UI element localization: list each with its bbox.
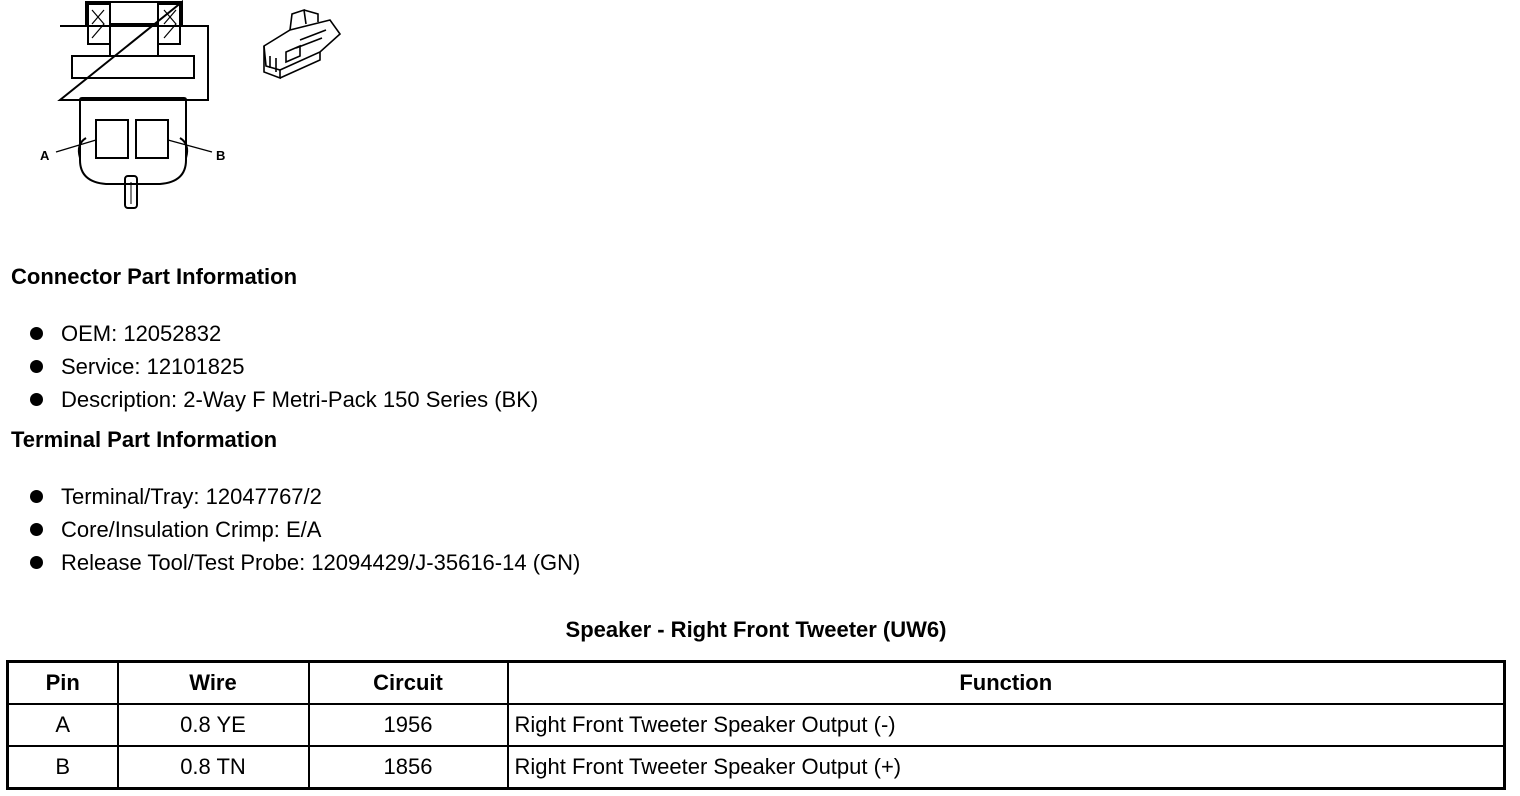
bullet-icon bbox=[30, 556, 43, 569]
function-cell: Right Front Tweeter Speaker Output (+) bbox=[508, 746, 1505, 789]
wire-cell: 0.8 TN bbox=[118, 746, 309, 789]
terminal-part-information-heading: Terminal Part Information bbox=[11, 427, 278, 452]
table-row bbox=[8, 704, 1505, 746]
pin-cell: A bbox=[8, 704, 118, 746]
connector-part-information-heading: Connector Part Information bbox=[11, 264, 298, 289]
bullet-icon bbox=[30, 327, 43, 340]
pin-label-b: B bbox=[216, 148, 226, 163]
table-header-row bbox=[8, 662, 1505, 705]
column-header-function: Function bbox=[508, 662, 1505, 705]
column-header-circuit: Circuit bbox=[309, 662, 508, 705]
connector-diagram bbox=[0, 0, 360, 220]
function-cell: Right Front Tweeter Speaker Output (-) bbox=[508, 704, 1505, 746]
bullet-icon bbox=[30, 523, 43, 536]
bullet-icon bbox=[30, 360, 43, 373]
bullet-icon bbox=[30, 393, 43, 406]
connector-isometric-drawing bbox=[264, 10, 340, 78]
pinout-table bbox=[6, 660, 1506, 790]
bullet-icon bbox=[30, 490, 43, 503]
wire-cell: 0.8 YE bbox=[118, 704, 309, 746]
circuit-cell: 1856 bbox=[309, 746, 508, 789]
pin-label-a: A bbox=[40, 148, 50, 163]
circuit-cell: 1956 bbox=[309, 704, 508, 746]
column-header-wire: Wire bbox=[118, 662, 309, 705]
pin-cell: B bbox=[8, 746, 118, 789]
column-header-pin: Pin bbox=[8, 662, 118, 705]
table-title: Speaker - Right Front Tweeter (UW6) bbox=[565, 617, 947, 642]
table-row bbox=[8, 746, 1505, 789]
